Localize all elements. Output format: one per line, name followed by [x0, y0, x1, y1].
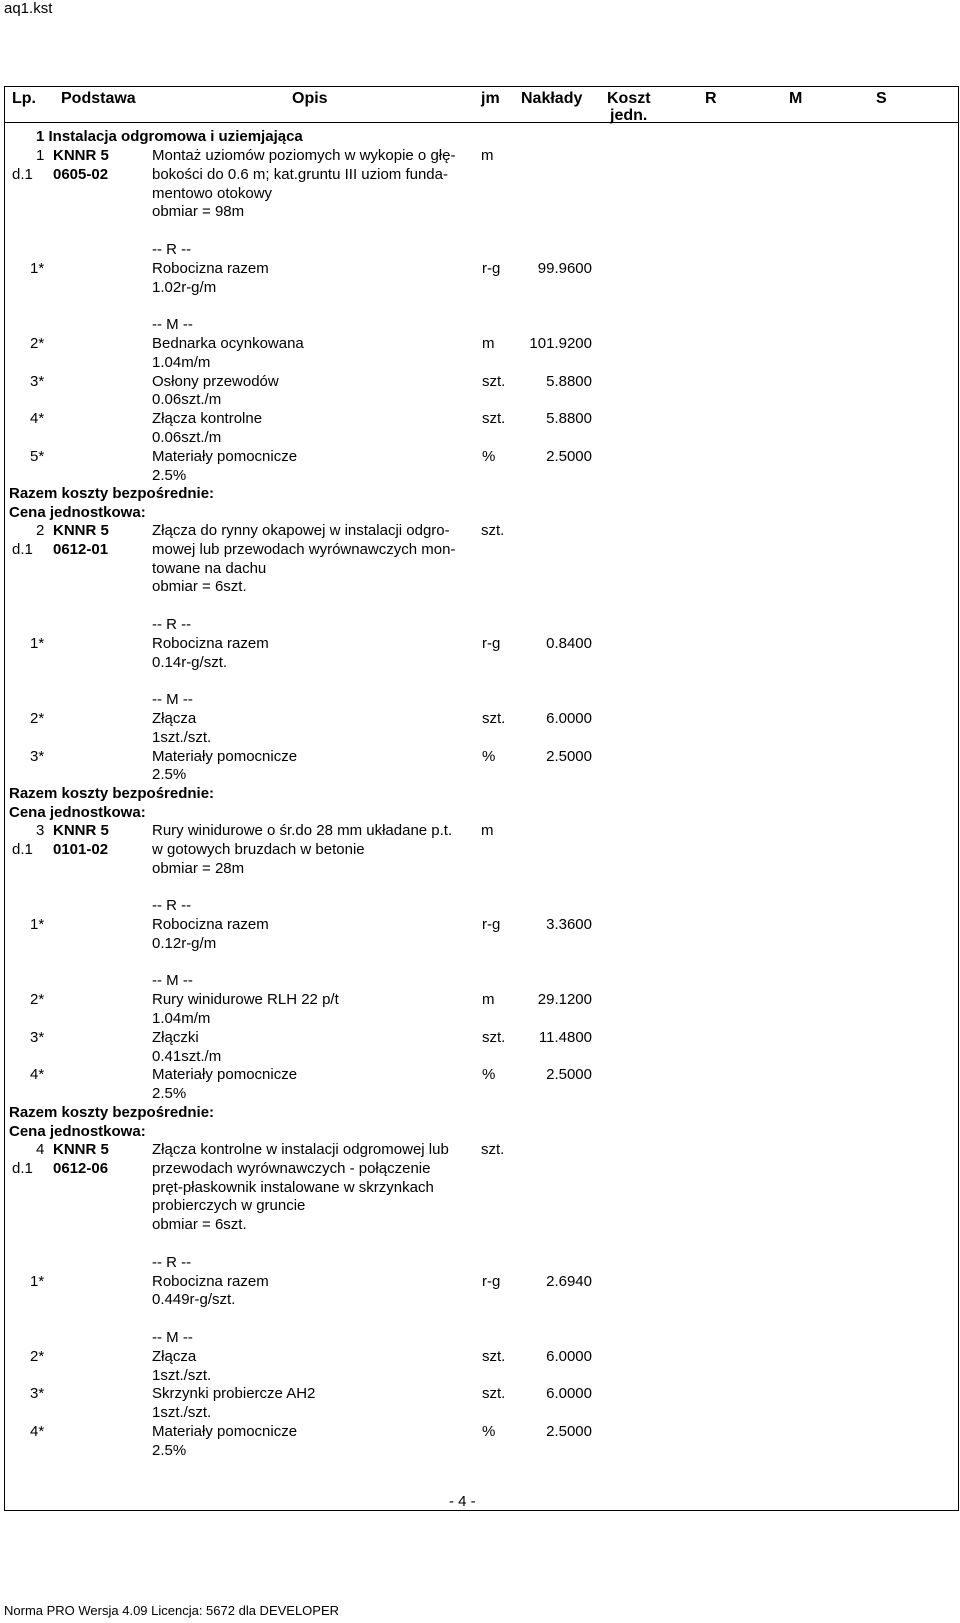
resource-number: 1* — [30, 635, 45, 652]
section-title: 1 Instalacja odgromowa i uziemjająca — [36, 128, 303, 145]
item-description-line: towane na dachu — [152, 560, 267, 577]
resource-quantity: 6.0000 — [546, 710, 592, 727]
resource-name: Złączki — [152, 1029, 199, 1046]
item-unit: m — [481, 822, 494, 839]
resource-norm: 0.12r-g/m — [152, 935, 217, 952]
item-description-line: mentowo otokowy — [152, 185, 273, 202]
resource-unit: szt. — [482, 410, 506, 427]
group-label: -- R -- — [152, 241, 192, 258]
resource-norm: 1.04m/m — [152, 1010, 211, 1027]
resource-unit: szt. — [482, 1029, 506, 1046]
resource-name: Robocizna razem — [152, 1273, 269, 1290]
item-lp: 4 — [36, 1141, 45, 1158]
resource-name: Robocizna razem — [152, 916, 269, 933]
resource-number: 5* — [30, 448, 45, 465]
group-label: -- M -- — [152, 691, 193, 708]
resource-unit: % — [482, 1423, 496, 1440]
resource-norm: 2.5% — [152, 1085, 187, 1102]
resource-unit: szt. — [482, 710, 506, 727]
item-unit: m — [481, 147, 494, 164]
resource-norm: 2.5% — [152, 1442, 187, 1459]
header-naklady: Nakłady — [521, 90, 583, 107]
item-podstawa: KNNR 5 — [53, 522, 109, 539]
resource-number: 1* — [30, 260, 45, 277]
item-lp: 3 — [36, 822, 45, 839]
resource-quantity: 2.5000 — [546, 448, 592, 465]
header-m: M — [789, 90, 803, 107]
resource-norm: 0.41szt./m — [152, 1048, 222, 1065]
resource-number: 3* — [30, 1029, 45, 1046]
resource-unit: m — [482, 991, 495, 1008]
item-description-line: bokości do 0.6 m; kat.gruntu III uziom funda- — [152, 166, 448, 183]
group-label: -- M -- — [152, 972, 193, 989]
resource-name: Bednarka ocynkowana — [152, 335, 304, 352]
resource-norm: 0.06szt./m — [152, 391, 222, 408]
item-lp-sub: d.1 — [12, 841, 33, 858]
resource-number: 4* — [30, 410, 45, 427]
group-label: -- M -- — [152, 1329, 193, 1346]
resource-quantity: 5.8800 — [546, 410, 592, 427]
item-lp: 2 — [36, 522, 45, 539]
resource-norm: 1.02r-g/m — [152, 279, 217, 296]
resource-unit: szt. — [482, 1348, 506, 1365]
item-podstawa: KNNR 5 — [53, 147, 109, 164]
header-r: R — [705, 90, 717, 107]
cena-label: Cena jednostkowa: — [9, 504, 146, 521]
resource-name: Robocizna razem — [152, 635, 269, 652]
resource-name: Złącza kontrolne — [152, 410, 263, 427]
resource-number: 3* — [30, 1385, 45, 1402]
cena-label: Cena jednostkowa: — [9, 1123, 146, 1140]
resource-name: Złącza — [152, 1348, 197, 1365]
resource-unit: % — [482, 1066, 496, 1083]
resource-quantity: 11.4800 — [538, 1029, 592, 1046]
resource-quantity: 6.0000 — [546, 1385, 592, 1402]
resource-norm: 1szt./szt. — [152, 1367, 212, 1384]
resource-number: 3* — [30, 748, 45, 765]
resource-quantity: 0.8400 — [546, 635, 592, 652]
resource-quantity: 29.1200 — [537, 991, 592, 1008]
resource-unit: r-g — [482, 1273, 501, 1290]
item-podstawa-code: 0101-02 — [53, 841, 109, 858]
resource-name: Robocizna razem — [152, 260, 269, 277]
item-description-line: obmiar = 98m — [152, 203, 245, 220]
item-description-line: Złącza do rynny okapowej w instalacji odgro- — [152, 522, 450, 539]
resource-number: 2* — [30, 710, 45, 727]
page-number: - 4 - — [449, 1493, 476, 1510]
item-podstawa: KNNR 5 — [53, 1141, 109, 1158]
resource-number: 1* — [30, 916, 45, 933]
resource-quantity: 2.5000 — [546, 748, 592, 765]
header-jm: jm — [481, 90, 500, 107]
cena-label: Cena jednostkowa: — [9, 804, 146, 821]
item-podstawa: KNNR 5 — [53, 822, 109, 839]
item-lp-sub: d.1 — [12, 1160, 33, 1177]
resource-quantity: 6.0000 — [546, 1348, 592, 1365]
item-description-line: pręt-płaskownik instalowane w skrzynkach — [152, 1179, 434, 1196]
resource-unit: szt. — [482, 1385, 506, 1402]
resource-quantity: 99.9600 — [537, 260, 592, 277]
resource-number: 4* — [30, 1423, 45, 1440]
resource-norm: 0.14r-g/szt. — [152, 654, 228, 671]
item-lp: 1 — [36, 147, 45, 164]
resource-number: 2* — [30, 1348, 45, 1365]
group-label: -- R -- — [152, 897, 192, 914]
header-podstawa: Podstawa — [61, 90, 136, 107]
item-description-line: przewodach wyrównawczych - połączenie — [152, 1160, 431, 1177]
resource-name: Materiały pomocnicze — [152, 748, 298, 765]
razem-label: Razem koszty bezpośrednie: — [9, 1104, 215, 1121]
resource-number: 2* — [30, 991, 45, 1008]
item-description-line: Złącza kontrolne w instalacji odgromowej lub — [152, 1141, 449, 1158]
resource-unit: r-g — [482, 260, 501, 277]
resource-unit: r-g — [482, 635, 501, 652]
header-s: S — [876, 90, 887, 107]
resource-name: Rury winidurowe RLH 22 p/t — [152, 991, 339, 1008]
item-unit: szt. — [481, 1141, 505, 1158]
header-divider — [4, 122, 959, 123]
resource-quantity: 2.5000 — [546, 1066, 592, 1083]
item-description-line: obmiar = 6szt. — [152, 578, 247, 595]
item-description-line: probierczych w gruncie — [152, 1197, 306, 1214]
file-title: aq1.kst — [4, 0, 53, 17]
resource-number: 2* — [30, 335, 45, 352]
resource-quantity: 5.8800 — [546, 373, 592, 390]
item-podstawa-code: 0605-02 — [53, 166, 109, 183]
resource-number: 1* — [30, 1273, 45, 1290]
resource-name: Materiały pomocnicze — [152, 1423, 298, 1440]
resource-quantity: 2.6940 — [546, 1273, 592, 1290]
item-description-line: Montaż uziomów poziomych w wykopie o głę- — [152, 147, 456, 164]
item-description-line: Rury winidurowe o śr.do 28 mm układane p.t. — [152, 822, 453, 839]
group-label: -- R -- — [152, 1254, 192, 1271]
item-description-line: w gotowych bruzdach w betonie — [152, 841, 365, 858]
item-lp-sub: d.1 — [12, 166, 33, 183]
resource-name: Złącza — [152, 710, 197, 727]
resource-norm: 0.449r-g/szt. — [152, 1291, 236, 1308]
resource-unit: % — [482, 748, 496, 765]
group-label: -- R -- — [152, 616, 192, 633]
resource-norm: 1.04m/m — [152, 354, 211, 371]
item-description-line: mowej lub przewodach wyrównawczych mon- — [152, 541, 456, 558]
resource-norm: 0.06szt./m — [152, 429, 222, 446]
item-lp-sub: d.1 — [12, 541, 33, 558]
resource-norm: 1szt./szt. — [152, 1404, 212, 1421]
resource-quantity: 2.5000 — [546, 1423, 592, 1440]
resource-norm: 2.5% — [152, 467, 187, 484]
header-jedn: jedn. — [610, 107, 648, 124]
header-koszt: Koszt — [607, 90, 651, 107]
resource-norm: 1szt./szt. — [152, 729, 212, 746]
item-podstawa-code: 0612-06 — [53, 1160, 109, 1177]
resource-quantity: 3.3600 — [546, 916, 592, 933]
item-unit: szt. — [481, 522, 505, 539]
item-podstawa-code: 0612-01 — [53, 541, 109, 558]
razem-label: Razem koszty bezpośrednie: — [9, 485, 215, 502]
resource-unit: szt. — [482, 373, 506, 390]
resource-number: 4* — [30, 1066, 45, 1083]
header-lp: Lp. — [12, 90, 36, 107]
item-description-line: obmiar = 6szt. — [152, 1216, 247, 1233]
resource-number: 3* — [30, 373, 45, 390]
resource-name: Osłony przewodów — [152, 373, 279, 390]
resource-name: Materiały pomocnicze — [152, 448, 298, 465]
resource-name: Skrzynki probiercze AH2 — [152, 1385, 316, 1402]
razem-label: Razem koszty bezpośrednie: — [9, 785, 215, 802]
resource-unit: % — [482, 448, 496, 465]
item-description-line: obmiar = 28m — [152, 860, 245, 877]
resource-unit: m — [482, 335, 495, 352]
resource-quantity: 101.9200 — [529, 335, 592, 352]
footer-license: Norma PRO Wersja 4.09 Licencja: 5672 dla DEVELOPER — [4, 1603, 340, 1618]
resource-norm: 2.5% — [152, 766, 187, 783]
resource-name: Materiały pomocnicze — [152, 1066, 298, 1083]
header-opis: Opis — [292, 90, 328, 107]
resource-unit: r-g — [482, 916, 501, 933]
group-label: -- M -- — [152, 316, 193, 333]
